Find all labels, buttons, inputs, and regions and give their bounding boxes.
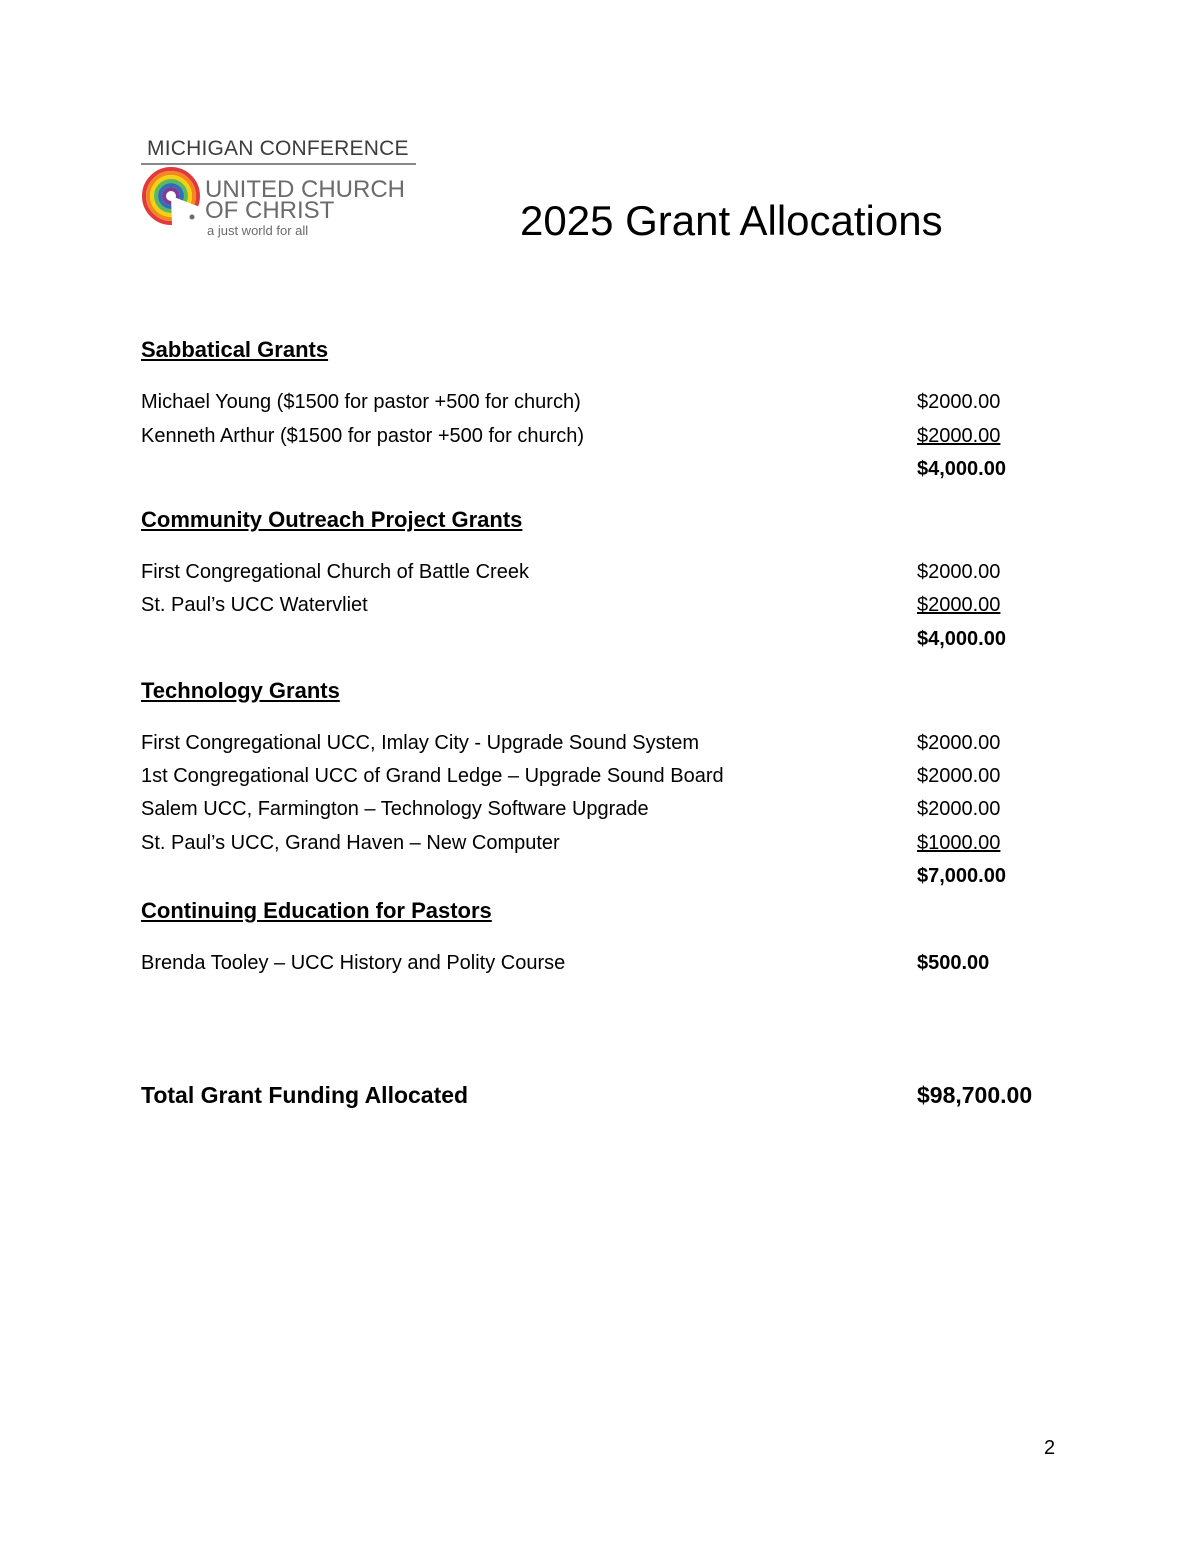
section-subtotal: $4,000.00 — [917, 628, 1006, 650]
logo-church-line2: OF CHRIST — [205, 197, 335, 224]
grant-label: First Congregational Church of Battle Creek — [141, 561, 529, 583]
grant-amount: $2000.00 — [917, 594, 1001, 616]
logo-divider — [141, 163, 416, 165]
grant-amount: $2000.00 — [917, 425, 1001, 447]
section-subtotal: $4,000.00 — [917, 458, 1006, 480]
rainbow-swirl-icon — [142, 167, 200, 225]
grant-label: Kenneth Arthur ($1500 for pastor +500 for church) — [141, 425, 585, 447]
grant-amount: $1000.00 — [917, 832, 1001, 854]
grant-amount: $2000.00 — [917, 561, 1001, 583]
grant-label: St. Paul’s UCC, Grand Haven – New Computer — [141, 832, 560, 854]
grant-label: St. Paul’s UCC Watervliet — [141, 594, 368, 616]
grant-label: Michael Young ($1500 for pastor +500 for church) — [141, 391, 581, 413]
logo-tagline: a just world for all — [207, 223, 309, 238]
logo-church-line1: UNITED CHURCH — [205, 176, 405, 203]
total-amount: $98,700.00 — [917, 1082, 1033, 1108]
grant-amount: $2000.00 — [917, 391, 1001, 413]
grant-amount: $2000.00 — [917, 798, 1001, 820]
grant-label: Brenda Tooley – UCC History and Polity Course — [141, 952, 566, 974]
total-label: Total Grant Funding Allocated — [141, 1082, 469, 1108]
section-heading-community-outreach: Community Outreach Project Grants — [141, 507, 523, 532]
page-number: 2 — [1044, 1437, 1056, 1459]
grant-amount: $2000.00 — [917, 765, 1001, 787]
grant-label: First Congregational UCC, Imlay City - Upgrade Sound System — [141, 732, 699, 754]
grant-amount: $500.00 — [917, 952, 990, 974]
grant-label: Salem UCC, Farmington – Technology Software Upgrade — [141, 798, 649, 820]
grant-amount: $2000.00 — [917, 732, 1001, 754]
section-heading-continuing-education: Continuing Education for Pastors — [141, 898, 492, 923]
logo-conference-text: MICHIGAN CONFERENCE — [147, 137, 409, 160]
section-heading-technology: Technology Grants — [141, 678, 340, 703]
grant-label: 1st Congregational UCC of Grand Ledge – Upgrade Sound Board — [141, 765, 724, 787]
page-title: 2025 Grant Allocations — [520, 197, 943, 244]
section-heading-sabbatical: Sabbatical Grants — [141, 337, 329, 362]
section-subtotal: $7,000.00 — [917, 865, 1006, 887]
logo — [141, 137, 417, 243]
